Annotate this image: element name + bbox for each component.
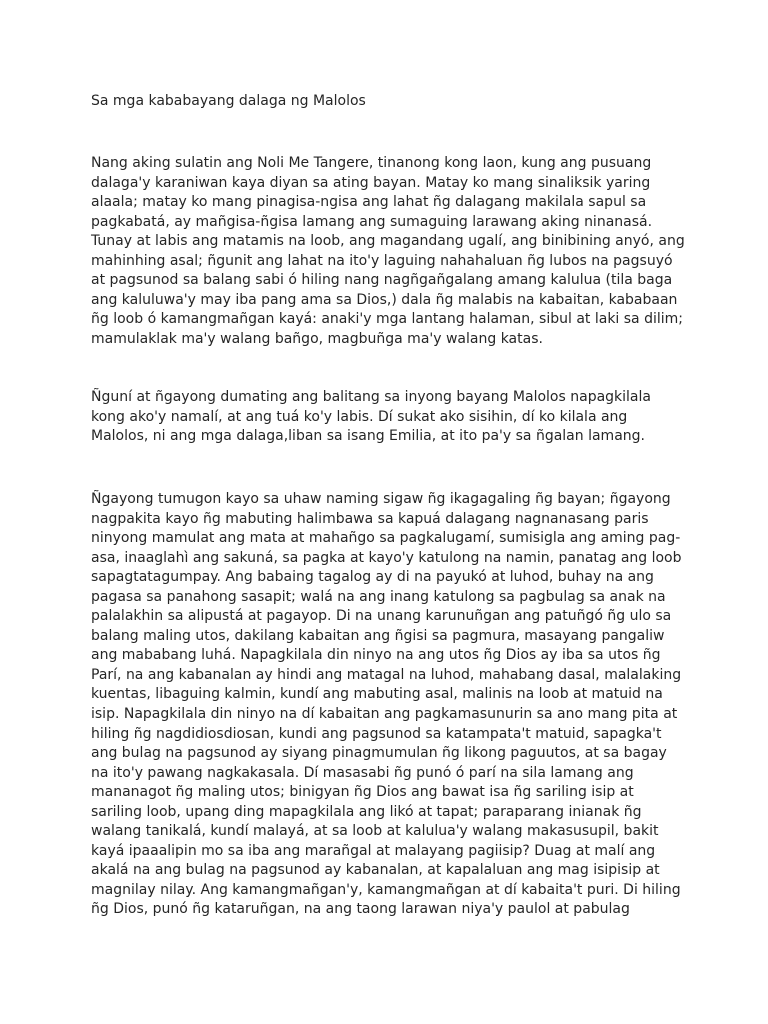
text-line: mamulaklak ma'y walang bañgo, magbuñga ma'y walang katas. bbox=[91, 330, 543, 347]
text-line: kuentas, libaguing kalmin, kundí ang mabuting asal, malinis na loob at matuid na bbox=[91, 686, 663, 703]
text-line: Malolos, ni ang mga dalaga,liban sa isang Emilia, at ito pa'y sa ñgalan lamang. bbox=[91, 428, 645, 445]
text-line: Nang aking sulatin ang Noli Me Tangere, tinanong kong laon, kung ang pusuang bbox=[91, 155, 652, 171]
document-title: Sa mga kababayang dalaga ng Malolos bbox=[91, 93, 366, 109]
text-line: asa, inaaglahì ang sakuná, sa pagka at kayo'y katulong na namin, panatag ang loob bbox=[91, 549, 682, 566]
text-line: isip. Napagkilala din ninyo na dí kabaitan ang pagkamasunurin sa ano mang pita at bbox=[91, 706, 678, 723]
text-line: kong ako'y namalí, at ang tuá ko'y labis. Dí sukat ako sisihin, dí ko kilala ang bbox=[91, 408, 628, 425]
text-line: ang bulag na pagsunod ay siyang pinagmumulan ñg likong paguutos, at sa bagay bbox=[91, 745, 667, 762]
text-line: dalaga'y karaniwan kaya diyan sa ating bayan. Matay ko mang sinaliksik yaring bbox=[91, 174, 651, 191]
text-line: na ito'y pawang nagkakasala. Dí masasabi ñg punó ó parí na sila lamang ang bbox=[91, 764, 634, 781]
text-line: ñg Dios, punó ñg kataruñgan, na ang taong larawan niya'y paulol at pabulag bbox=[91, 901, 630, 918]
text-line: at pagsunod sa balang sabi ó hiling nang nagñgañgalang amang kalulua (tila baga bbox=[91, 272, 673, 289]
text-line: nagpakita kayo ñg mabuting halimbawa sa kapuá dalagang nagnanasang paris bbox=[91, 510, 649, 527]
paragraph-2 bbox=[91, 388, 691, 447]
text-line: pagasa sa panahong sasapit; walá na ang inang katulong sa pagbulag sa anak na bbox=[91, 588, 666, 605]
text-line: pagkabatá, ay mañgisa-ñgisa lamang ang sumaguing larawang aking ninanasá. bbox=[91, 213, 653, 230]
text-line: ninyong mamulat ang mata at mahañgo sa pagkalugamí, sumisigla ang aming pag- bbox=[91, 530, 681, 547]
text-line: ang kaluluwa'y may iba pang ama sa Dios,) dala ñg malabis na kabaitan, kababaan bbox=[91, 291, 678, 308]
text-line: sapagtatagumpay. Ang babaing tagalog ay di na payukó at luhod, buhay na ang bbox=[91, 569, 654, 586]
text-line: Tunay at labis ang matamis na loob, ang magandang ugalí, ang binibining anyó, ang bbox=[91, 233, 685, 250]
text-line: akalá na ang bulag na pagsunod ay kabanalan, at kapalaluan ang mag isipisip at bbox=[91, 862, 660, 879]
text-line: palalakhin sa alipustá at pagayop. Di na unang karunuñgan ang patuñgó ñg ulo sa bbox=[91, 608, 672, 625]
text-line: Parí, na ang kabanalan ay hindi ang matagal na luhod, mahabang dasal, malalaking bbox=[91, 666, 682, 683]
text-line: ñg loob ó kamangmañgan kayá: anaki'y mga lantang halaman, sibul at laki sa dilim; bbox=[91, 311, 683, 328]
text-line: walang tanikalá, kundí malayá, at sa loob at kalulua'y walang makasusupil, bakit bbox=[91, 823, 659, 840]
text-line: Ñguní at ñgayong dumating ang balitang sa inyong bayang Malolos napagkilala bbox=[91, 389, 651, 405]
text-line: Ñgayong tumugon kayo sa uhaw naming sigaw ñg ikagagaling ñg bayan; ñgayong bbox=[91, 491, 671, 507]
text-line: sariling loob, upang ding mapagkilala ang likó at tapat; paraparang inianak ñg bbox=[91, 803, 642, 820]
text-line: mananagot ñg maling utos; binigyan ñg Dios ang bawat isa ñg sariling isip at bbox=[91, 784, 634, 801]
text-line: hiling ñg nagdidiosdiosan, kundi ang pagsunod sa katampata't matuid, sapagka't bbox=[91, 725, 662, 742]
text-line: ang mababang luhá. Napagkilala din ninyo na ang utos ñg Dios ay iba sa utos ñg bbox=[91, 647, 661, 664]
text-line: mahinhing asal; ñgunit ang lahat na ito'y laguing nahahaluan ñg lubos na pagsuyó bbox=[91, 252, 673, 269]
paragraph-3 bbox=[91, 490, 691, 920]
paragraph-1 bbox=[91, 154, 691, 349]
text-line: magnilay nilay. Ang kamangmañgan'y, kamangmañgan at dí kabaita't puri. Di hiling bbox=[91, 881, 681, 898]
text-line: balang maling utos, dakilang kabaitan ang ñgisi sa pagmura, masayang pangaliw bbox=[91, 627, 665, 644]
text-line: kayá ipaaalipin mo sa iba ang marañgal at malayang pagiisip? Duag at malí ang bbox=[91, 842, 656, 859]
text-line: alaala; matay ko mang pinagisa-ngisa ang lahat ñg dalagang makilala sapul sa bbox=[91, 194, 647, 211]
